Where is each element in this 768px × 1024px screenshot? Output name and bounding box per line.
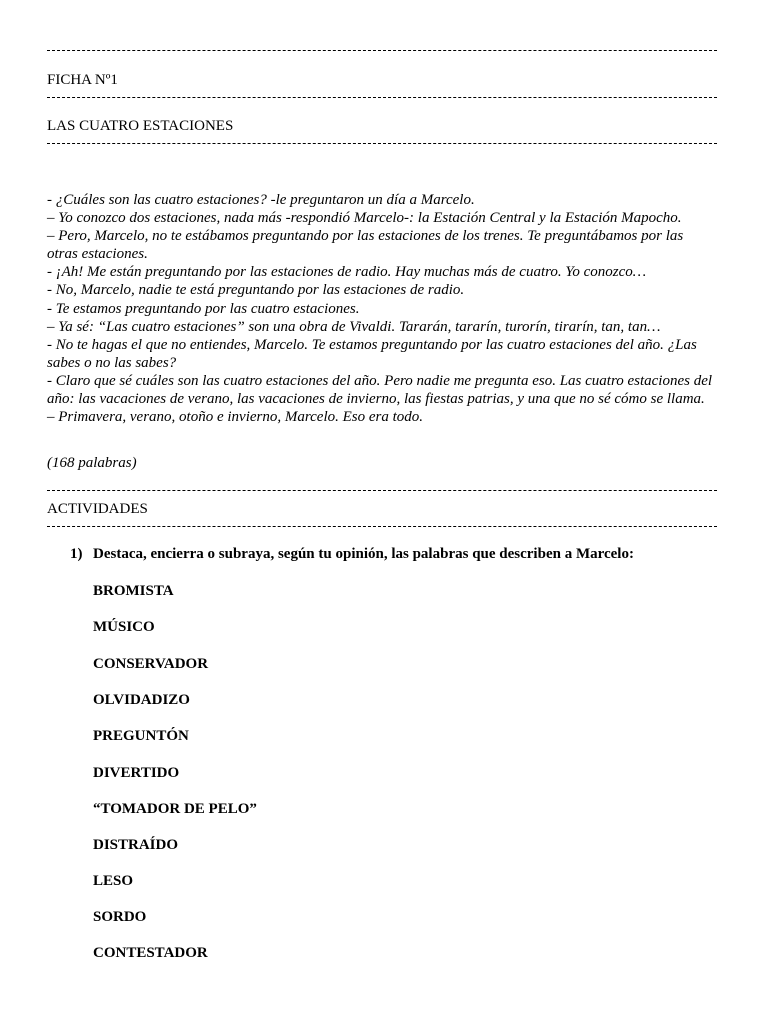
- dashed-rule: [47, 50, 717, 53]
- word-option[interactable]: CONTESTADOR: [93, 945, 208, 961]
- story-line: – Primavera, verano, otoño e invierno, Marcelo. Eso era todo.: [47, 409, 424, 426]
- story-line: - ¡Ah! Me están preguntando por las estaciones de radio. Hay muchas más de cuatro. Yo conozco…: [47, 264, 647, 281]
- story-line: – Yo conozco dos estaciones, nada más -respondió Marcelo-: la Estación Central y la Estación Mapocho.: [47, 210, 682, 227]
- story-line: - Claro que sé cuáles son las cuatro estaciones del año. Pero nadie me pregunta eso. Las cuatro estaciones del año: las vacaciones de verano, las vacaciones de invierno, las fiestas patrias, y una que no sé cómo se llama.: [47, 372, 713, 408]
- dashed-rule: [47, 526, 717, 529]
- story-text: [47, 191, 717, 426]
- story-line: - No te hagas el que no entiendes, Marcelo. Te estamos preguntando por las cuatro estaciones del año. ¿Las sabes o no las sabes?: [47, 336, 697, 371]
- ficha-label: FICHA Nº1: [47, 72, 118, 88]
- story-line: – Pero, Marcelo, no te estábamos preguntando por las estaciones de los trenes. Te preguntábamos por las otras estaciones.: [47, 228, 684, 263]
- question-number: 1): [70, 546, 83, 562]
- word-option[interactable]: SORDO: [93, 909, 147, 925]
- dashed-rule: [47, 97, 717, 100]
- story-line: - Te estamos preguntando por las cuatro estaciones.: [47, 300, 360, 317]
- word-option[interactable]: DISTRAÍDO: [93, 837, 179, 853]
- activities-title: ACTIVIDADES: [47, 501, 148, 517]
- word-option[interactable]: OLVIDADIZO: [93, 692, 190, 708]
- question-1: [70, 546, 717, 563]
- dashed-rule: [47, 490, 717, 493]
- word-option[interactable]: BROMISTA: [93, 583, 174, 599]
- story-line: - No, Marcelo, nadie te está preguntando por las estaciones de radio.: [47, 282, 465, 299]
- story-line: – Ya sé: “Las cuatro estaciones” son una obra de Vivaldi. Tararán, tararín, turorín, tirarín, tan, tan…: [47, 318, 661, 335]
- dashed-rule: [47, 143, 717, 146]
- word-option[interactable]: “TOMADOR DE PELO”: [93, 801, 257, 817]
- word-option[interactable]: MÚSICO: [93, 619, 155, 635]
- document-title: LAS CUATRO ESTACIONES: [47, 118, 234, 134]
- word-option[interactable]: DIVERTIDO: [93, 765, 180, 781]
- word-count: (168 palabras): [47, 455, 137, 471]
- word-option[interactable]: PREGUNTÓN: [93, 728, 189, 744]
- word-option[interactable]: LESO: [93, 873, 134, 889]
- story-line: - ¿Cuáles son las cuatro estaciones? -le preguntaron un día a Marcelo.: [47, 192, 475, 208]
- question-text: Destaca, encierra o subraya, según tu opinión, las palabras que describen a Marcelo:: [93, 546, 634, 562]
- word-option[interactable]: CONSERVADOR: [93, 656, 209, 672]
